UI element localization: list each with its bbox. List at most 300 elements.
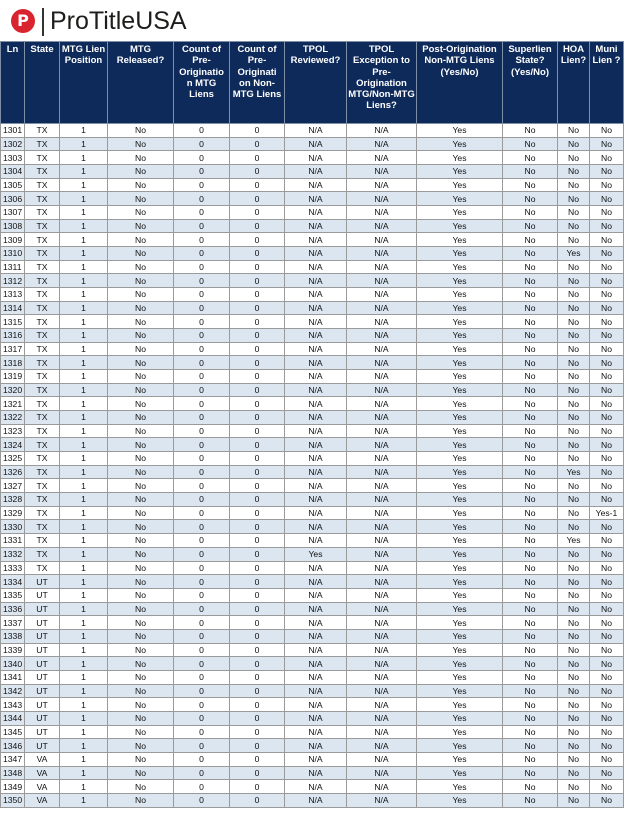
table-cell: 0 [174, 219, 230, 233]
table-cell: N/A [285, 397, 347, 411]
table-cell: N/A [347, 260, 417, 274]
table-cell: No [108, 711, 174, 725]
table-cell: No [590, 247, 624, 261]
table-cell: N/A [285, 165, 347, 179]
table-cell: 1319 [1, 370, 25, 384]
table-cell: VA [25, 752, 60, 766]
table-cell: N/A [285, 151, 347, 165]
table-cell: 0 [230, 465, 285, 479]
table-cell: TX [25, 124, 60, 138]
table-cell: 1 [60, 247, 108, 261]
table-cell: 0 [230, 219, 285, 233]
table-row [1, 643, 624, 657]
table-cell: Yes [417, 465, 503, 479]
table-cell: No [558, 739, 590, 753]
table-cell: 0 [174, 411, 230, 425]
table-cell: 1326 [1, 465, 25, 479]
table-cell: 1309 [1, 233, 25, 247]
table-cell: Yes [417, 301, 503, 315]
table-cell: No [590, 329, 624, 343]
table-cell: No [108, 452, 174, 466]
table-cell: 0 [230, 206, 285, 220]
table-cell: No [590, 766, 624, 780]
table-cell: N/A [285, 206, 347, 220]
table-cell: 1 [60, 520, 108, 534]
table-cell: 1317 [1, 342, 25, 356]
table-cell: 0 [230, 452, 285, 466]
table-cell: No [558, 711, 590, 725]
table-cell: No [108, 260, 174, 274]
table-cell: 1304 [1, 165, 25, 179]
table-cell: No [503, 657, 558, 671]
table-cell: N/A [347, 288, 417, 302]
table-cell: 0 [174, 561, 230, 575]
table-cell: 0 [230, 342, 285, 356]
table-cell: 0 [174, 178, 230, 192]
table-cell: 0 [230, 247, 285, 261]
brand-name: ProTitleUSA [50, 7, 187, 35]
table-cell: No [558, 315, 590, 329]
table-cell: 0 [230, 397, 285, 411]
table-row [1, 561, 624, 575]
table-cell: No [503, 698, 558, 712]
table-row [1, 793, 624, 807]
table-cell: Yes [417, 260, 503, 274]
table-cell: No [590, 643, 624, 657]
table-cell: No [503, 465, 558, 479]
table-cell: N/A [347, 192, 417, 206]
table-cell: 0 [174, 274, 230, 288]
table-cell: 1 [60, 137, 108, 151]
table-row [1, 383, 624, 397]
table-cell: 1 [60, 315, 108, 329]
table-cell: 0 [174, 342, 230, 356]
table-cell: No [590, 479, 624, 493]
table-row [1, 151, 624, 165]
table-cell: 1332 [1, 547, 25, 561]
table-cell: No [590, 739, 624, 753]
table-cell: No [108, 151, 174, 165]
table-cell: No [590, 780, 624, 794]
table-cell: 0 [230, 124, 285, 138]
table-cell: No [503, 178, 558, 192]
table-cell: No [590, 534, 624, 548]
table-cell: 0 [230, 506, 285, 520]
table-cell: No [590, 657, 624, 671]
table-cell: 1308 [1, 219, 25, 233]
table-cell: 1 [60, 288, 108, 302]
table-row [1, 165, 624, 179]
table-row [1, 452, 624, 466]
table-cell: TX [25, 219, 60, 233]
table-cell: No [108, 383, 174, 397]
table-cell: N/A [285, 178, 347, 192]
table-cell: 0 [230, 725, 285, 739]
table-cell: N/A [347, 178, 417, 192]
table-cell: 1 [60, 506, 108, 520]
table-cell: Yes [417, 739, 503, 753]
table-cell: No [558, 766, 590, 780]
table-cell: N/A [285, 233, 347, 247]
table-cell: UT [25, 602, 60, 616]
table-cell: TX [25, 424, 60, 438]
table-cell: No [108, 534, 174, 548]
table-cell: 1 [60, 301, 108, 315]
table-cell: 0 [230, 424, 285, 438]
table-cell: 0 [230, 329, 285, 343]
table-cell: 0 [230, 178, 285, 192]
table-cell: 1 [60, 274, 108, 288]
table-cell: N/A [347, 725, 417, 739]
table-cell: No [590, 561, 624, 575]
table-row [1, 506, 624, 520]
table-cell: 0 [230, 629, 285, 643]
table-cell: No [503, 588, 558, 602]
table-row [1, 397, 624, 411]
table-cell: UT [25, 725, 60, 739]
table-cell: No [558, 493, 590, 507]
column-header: MTG Lien Position [60, 42, 108, 124]
table-cell: 0 [174, 370, 230, 384]
table-cell: 0 [230, 356, 285, 370]
table-cell: 0 [174, 465, 230, 479]
table-cell: UT [25, 588, 60, 602]
table-cell: N/A [347, 534, 417, 548]
table-row [1, 534, 624, 548]
table-cell: N/A [285, 274, 347, 288]
table-cell: TX [25, 520, 60, 534]
table-cell: No [503, 288, 558, 302]
table-cell: N/A [285, 288, 347, 302]
table-cell: 1305 [1, 178, 25, 192]
table-row [1, 329, 624, 343]
table-cell: 1348 [1, 766, 25, 780]
table-cell: N/A [285, 411, 347, 425]
table-cell: 1340 [1, 657, 25, 671]
table-cell: Yes [558, 534, 590, 548]
table-cell: 1 [60, 411, 108, 425]
table-cell: Yes [417, 766, 503, 780]
table-cell: N/A [347, 342, 417, 356]
table-cell: No [108, 588, 174, 602]
table-cell: No [558, 342, 590, 356]
table-cell: 1 [60, 219, 108, 233]
table-cell: No [503, 397, 558, 411]
table-cell: Yes [417, 629, 503, 643]
table-cell: 1 [60, 342, 108, 356]
table-cell: N/A [285, 602, 347, 616]
table-cell: No [590, 124, 624, 138]
table-cell: N/A [285, 670, 347, 684]
table-cell: TX [25, 561, 60, 575]
table-cell: TX [25, 356, 60, 370]
table-cell: 1327 [1, 479, 25, 493]
table-cell: No [558, 561, 590, 575]
table-row [1, 739, 624, 753]
table-cell: 0 [230, 684, 285, 698]
table-cell: No [503, 520, 558, 534]
table-cell: N/A [285, 315, 347, 329]
table-cell: N/A [347, 602, 417, 616]
table-cell: No [108, 247, 174, 261]
table-cell: 1316 [1, 329, 25, 343]
table-cell: No [108, 479, 174, 493]
table-cell: UT [25, 670, 60, 684]
table-cell: No [558, 151, 590, 165]
table-cell: No [108, 411, 174, 425]
table-cell: 0 [174, 575, 230, 589]
table-cell: N/A [347, 780, 417, 794]
table-cell: Yes [417, 274, 503, 288]
table-cell: 1 [60, 684, 108, 698]
table-cell: TX [25, 493, 60, 507]
table-cell: N/A [347, 274, 417, 288]
table-cell: N/A [347, 397, 417, 411]
table-row [1, 780, 624, 794]
table-cell: N/A [347, 670, 417, 684]
table-cell: No [590, 588, 624, 602]
table-cell: 0 [174, 124, 230, 138]
table-cell: 1 [60, 479, 108, 493]
table-cell: 0 [174, 657, 230, 671]
table-cell: 0 [174, 233, 230, 247]
table-cell: No [590, 178, 624, 192]
table-cell: N/A [285, 438, 347, 452]
table-cell: 1330 [1, 520, 25, 534]
table-cell: Yes [417, 780, 503, 794]
table-cell: No [558, 643, 590, 657]
table-cell: N/A [285, 575, 347, 589]
table-cell: No [590, 411, 624, 425]
table-cell: N/A [285, 657, 347, 671]
table-cell: Yes [417, 219, 503, 233]
table-cell: N/A [285, 766, 347, 780]
table-cell: No [108, 465, 174, 479]
table-cell: 0 [230, 438, 285, 452]
table-cell: N/A [347, 739, 417, 753]
table-cell: No [558, 670, 590, 684]
table-cell: 0 [174, 547, 230, 561]
table-row [1, 124, 624, 138]
table-cell: N/A [285, 780, 347, 794]
table-cell: 0 [174, 725, 230, 739]
table-cell: N/A [347, 547, 417, 561]
table-cell: 1301 [1, 124, 25, 138]
table-cell: N/A [347, 247, 417, 261]
table-cell: No [108, 370, 174, 384]
table-cell: Yes [417, 561, 503, 575]
table-cell: Yes [417, 547, 503, 561]
table-cell: 0 [230, 670, 285, 684]
table-cell: 1350 [1, 793, 25, 807]
table-cell: 1345 [1, 725, 25, 739]
logo-divider [42, 8, 44, 36]
table-cell: 1331 [1, 534, 25, 548]
table-cell: No [503, 315, 558, 329]
table-cell: 0 [230, 288, 285, 302]
table-cell: No [558, 192, 590, 206]
table-cell: 1 [60, 452, 108, 466]
table-cell: 0 [174, 206, 230, 220]
table-row [1, 137, 624, 151]
table-cell: N/A [285, 629, 347, 643]
table-cell: No [108, 547, 174, 561]
table-cell: 0 [174, 247, 230, 261]
table-cell: 1 [60, 438, 108, 452]
table-cell: 1339 [1, 643, 25, 657]
table-cell: No [558, 165, 590, 179]
table-cell: No [503, 493, 558, 507]
table-row [1, 616, 624, 630]
table-cell: TX [25, 370, 60, 384]
table-cell: 0 [174, 329, 230, 343]
table-cell: Yes [417, 342, 503, 356]
table-cell: N/A [285, 561, 347, 575]
table-cell: Yes [417, 206, 503, 220]
table-cell: N/A [285, 356, 347, 370]
table-cell: No [108, 288, 174, 302]
table-cell: 1 [60, 329, 108, 343]
table-cell: No [108, 766, 174, 780]
table-cell: 0 [230, 602, 285, 616]
table-row [1, 424, 624, 438]
table-cell: 0 [174, 315, 230, 329]
table-cell: 0 [230, 739, 285, 753]
table-cell: Yes-1 [590, 506, 624, 520]
table-cell: No [590, 274, 624, 288]
table-cell: N/A [285, 793, 347, 807]
table-cell: N/A [347, 383, 417, 397]
table-cell: No [108, 165, 174, 179]
table-cell: No [108, 356, 174, 370]
table-cell: No [503, 547, 558, 561]
table-cell: 1 [60, 711, 108, 725]
table-cell: No [108, 329, 174, 343]
table-cell: 1 [60, 739, 108, 753]
table-cell: 0 [230, 711, 285, 725]
table-cell: 0 [174, 493, 230, 507]
table-cell: No [108, 342, 174, 356]
table-cell: 1302 [1, 137, 25, 151]
column-header: Muni Lien ? [590, 42, 624, 124]
table-cell: No [108, 315, 174, 329]
table-row [1, 356, 624, 370]
table-cell: N/A [347, 329, 417, 343]
table-cell: 1 [60, 766, 108, 780]
table-cell: N/A [285, 711, 347, 725]
table-cell: N/A [285, 643, 347, 657]
table-cell: 1 [60, 356, 108, 370]
table-cell: Yes [417, 424, 503, 438]
table-cell: N/A [285, 370, 347, 384]
column-header: Ln [1, 42, 25, 124]
table-cell: 1329 [1, 506, 25, 520]
table-row [1, 479, 624, 493]
table-row [1, 411, 624, 425]
table-cell: 1 [60, 561, 108, 575]
table-cell: 1 [60, 465, 108, 479]
table-cell: No [590, 520, 624, 534]
table-cell: No [558, 288, 590, 302]
table-cell: Yes [558, 247, 590, 261]
table-cell: 1322 [1, 411, 25, 425]
table-cell: No [503, 616, 558, 630]
table-cell: No [558, 629, 590, 643]
table-cell: 1 [60, 383, 108, 397]
table-cell: 0 [230, 192, 285, 206]
table-cell: 0 [174, 643, 230, 657]
table-cell: 0 [174, 192, 230, 206]
table-cell: 1 [60, 192, 108, 206]
table-cell: Yes [417, 725, 503, 739]
table-cell: No [590, 397, 624, 411]
table-cell: N/A [285, 506, 347, 520]
table-cell: No [108, 575, 174, 589]
table-cell: N/A [347, 766, 417, 780]
table-cell: Yes [417, 698, 503, 712]
table-cell: 1338 [1, 629, 25, 643]
table-cell: No [108, 397, 174, 411]
table-row [1, 301, 624, 315]
table-cell: 1323 [1, 424, 25, 438]
table-cell: N/A [347, 616, 417, 630]
table-cell: N/A [347, 219, 417, 233]
table-cell: 1 [60, 575, 108, 589]
table-cell: No [590, 301, 624, 315]
table-cell: TX [25, 315, 60, 329]
table-cell: 0 [230, 780, 285, 794]
table-cell: N/A [285, 452, 347, 466]
table-cell: 0 [230, 547, 285, 561]
table-cell: No [590, 165, 624, 179]
table-cell: 0 [230, 534, 285, 548]
table-cell: Yes [417, 151, 503, 165]
table-cell: No [503, 329, 558, 343]
table-cell: No [558, 602, 590, 616]
table-cell: TX [25, 260, 60, 274]
table-row [1, 178, 624, 192]
table-cell: 0 [230, 233, 285, 247]
table-cell: No [503, 342, 558, 356]
table-cell: N/A [347, 233, 417, 247]
table-cell: No [590, 370, 624, 384]
table-cell: Yes [417, 452, 503, 466]
table-cell: N/A [347, 479, 417, 493]
table-cell: 1 [60, 534, 108, 548]
header-row [1, 42, 624, 124]
table-row [1, 752, 624, 766]
column-header: TPOL Reviewed? [285, 42, 347, 124]
table-cell: 0 [230, 793, 285, 807]
table-cell: Yes [417, 165, 503, 179]
table-cell: TX [25, 233, 60, 247]
table-cell: TX [25, 397, 60, 411]
table-cell: No [558, 588, 590, 602]
table-cell: No [108, 206, 174, 220]
table-cell: No [503, 739, 558, 753]
table-cell: 1 [60, 370, 108, 384]
table-cell: No [503, 219, 558, 233]
table-cell: 1 [60, 657, 108, 671]
table-cell: No [590, 192, 624, 206]
table-cell: No [590, 575, 624, 589]
table-row [1, 547, 624, 561]
table-cell: Yes [417, 397, 503, 411]
table-cell: TX [25, 479, 60, 493]
table-cell: 1 [60, 424, 108, 438]
table-cell: N/A [347, 424, 417, 438]
table-cell: No [503, 124, 558, 138]
